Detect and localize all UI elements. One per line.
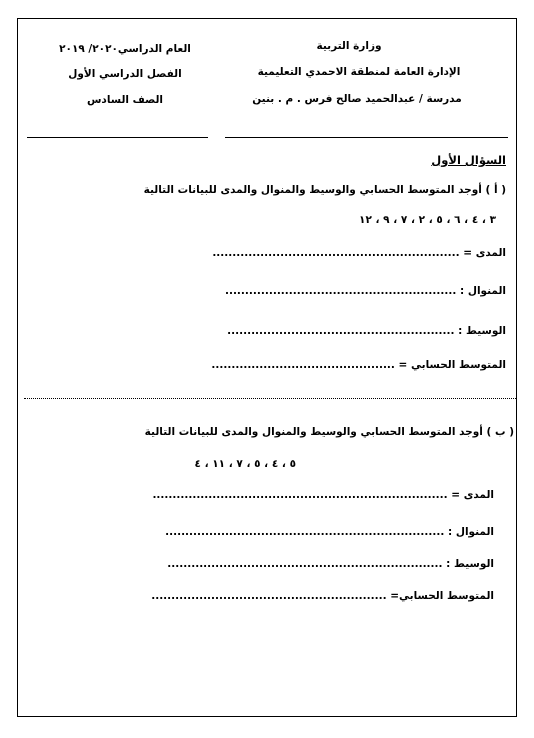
part-a-median: الوسيط : .........................................................: [227, 325, 506, 337]
header-divider-right: [225, 137, 508, 138]
part-b-data: ٥ ، ٤ ، ٥ ، ٧ ، ١١ ، ٤: [194, 458, 296, 470]
part-a-mean: المتوسط الحسابي = ..............................................: [211, 359, 506, 371]
school-name: مدرسة / عبدالحميد صالح فرس . م . بنين: [252, 93, 462, 105]
ministry-name: وزارة التربية: [316, 40, 382, 52]
section-divider: [24, 398, 516, 399]
part-b-mean: المتوسط الحسابي= ...........................................................: [151, 590, 494, 602]
part-b-prompt: ( ب ) أوجد المتوسط الحسابي والوسيط والمنوال والمدى للبيانات التالية: [144, 426, 514, 438]
header-divider-left: [27, 137, 208, 138]
part-b-range: المدى = ..........................................................................: [152, 489, 494, 501]
part-a-data: ٣ ، ٤ ، ٦ ، ٥ ، ٢ ، ٧ ، ٩ ، ١٢: [359, 214, 496, 226]
semester: الفصل الدراسي الأول: [68, 68, 182, 80]
part-a-prompt: ( أ ) أوجد المتوسط الحسابي والوسيط والمنوال والمدى للبيانات التالية: [143, 184, 506, 196]
grade: الصف السادس: [86, 94, 164, 106]
academic-year: العام الدراسي٢٠٢٠/ ٢٠١٩: [59, 43, 191, 55]
administration-name: الإدارة العامة لمنطقة الاحمدي التعليمية: [257, 66, 461, 78]
part-a-range: المدى = ..............................................................: [212, 247, 506, 259]
part-b-median: الوسيط : .....................................................................: [167, 558, 494, 570]
part-a-mode: المنوال : ..........................................................: [224, 285, 506, 297]
part-b-mode: المنوال : ......................................................................: [165, 526, 494, 538]
question-title: السؤال الأول: [431, 153, 506, 167]
